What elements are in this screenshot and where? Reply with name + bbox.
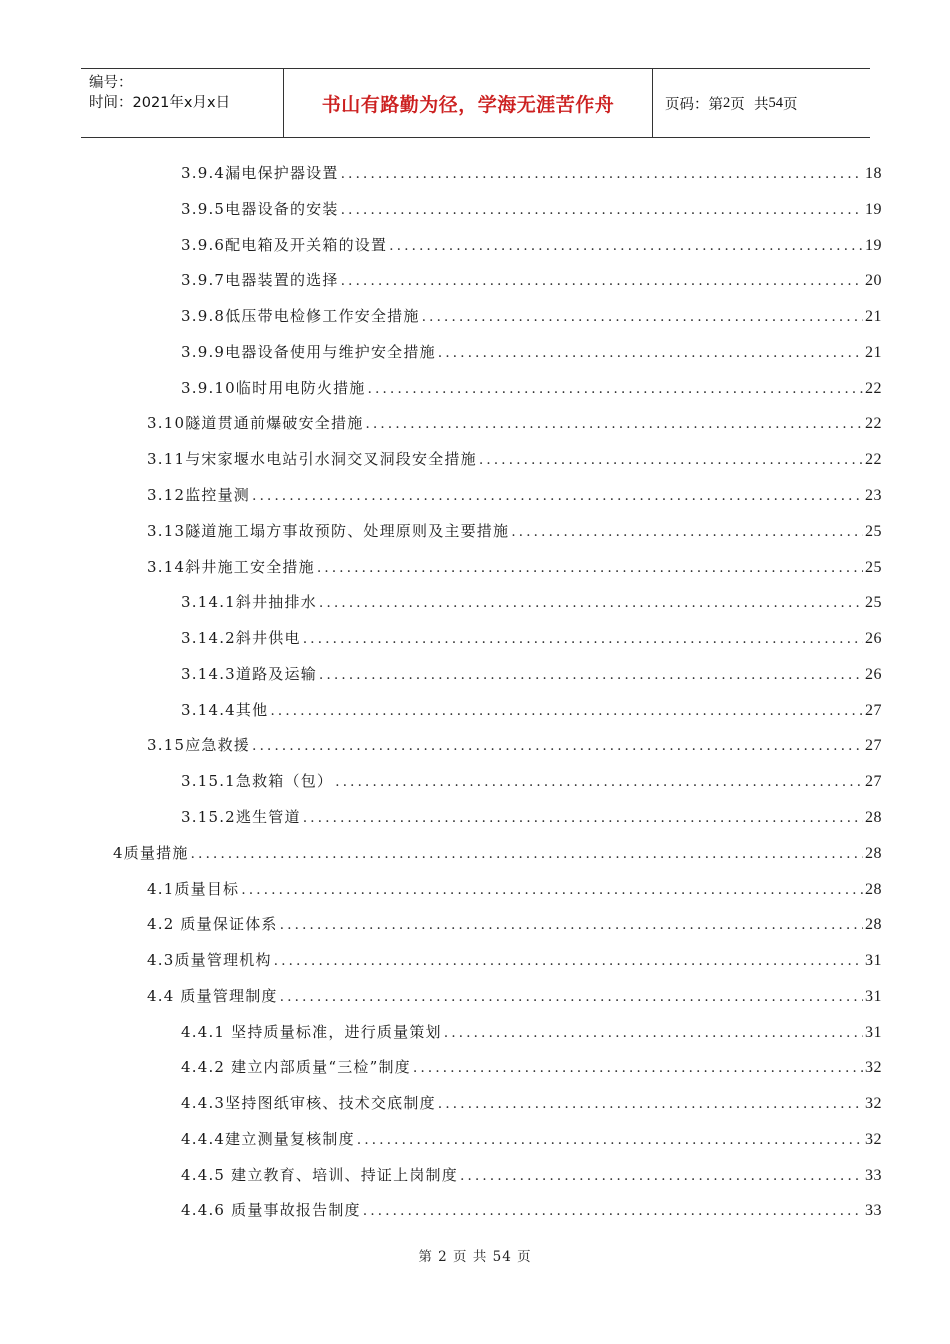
toc-entry-label: 3.9.7电器装置的选择 [181,271,339,289]
toc-entry-page: 21 [865,344,882,361]
toc-entry[interactable] [181,376,882,400]
toc-leader [438,341,863,365]
toc-entry[interactable] [147,877,882,901]
toc-entry-page: 31 [865,988,882,1005]
toc-entry[interactable] [147,948,882,972]
toc-entry-page: 26 [865,666,882,683]
toc-entry[interactable] [181,304,882,328]
toc-entry[interactable] [181,662,882,686]
toc-entry[interactable] [181,161,882,185]
toc-entry[interactable] [181,698,882,722]
toc-entry[interactable] [147,555,882,579]
page-prefix: 页码：第 [665,96,723,113]
toc-leader [341,198,863,222]
toc-entry[interactable] [181,805,882,829]
toc-entry-label: 3.9.6配电箱及开关箱的设置 [181,236,388,254]
toc-entry-label: 4.4.2 建立内部质量“三检”制度 [181,1058,411,1076]
toc-entry-label: 3.14斜井施工安全措施 [147,558,315,576]
toc-leader [270,699,863,723]
toc-entry[interactable] [181,769,882,793]
toc-entry-label: 4.4.3坚持图纸审核、技术交底制度 [181,1094,436,1112]
toc-leader [252,734,863,758]
toc-entry-page: 25 [865,559,882,576]
toc-leader [303,627,863,651]
toc-leader [319,663,863,687]
toc-entry[interactable] [147,733,882,757]
toc-entry[interactable] [147,519,882,543]
toc-entry-label: 3.14.4其他 [181,701,269,719]
page-suffix: 页 [782,96,798,113]
toc-entry-page: 27 [865,737,882,754]
toc-leader [438,1092,863,1116]
page-current: 2 [723,94,731,111]
toc-leader [252,484,863,508]
page-total: 54 [768,94,783,111]
toc-leader [357,1128,863,1152]
toc-leader [335,770,863,794]
toc-entry[interactable] [113,841,882,865]
toc-leader [368,377,863,401]
toc-leader [511,520,863,544]
toc-leader [389,234,863,258]
toc-entry[interactable] [147,411,882,435]
toc-leader [479,448,863,472]
toc-entry-label: 3.9.8低压带电检修工作安全措施 [181,307,420,325]
toc-entry-page: 28 [865,845,882,862]
toc-leader [363,1199,863,1223]
toc-leader [422,305,863,329]
toc-leader [341,162,863,186]
toc-entry-page: 21 [865,308,882,325]
toc-entry[interactable] [181,197,882,221]
toc-leader [341,269,863,293]
toc-leader [319,591,863,615]
toc-entry-label: 4.4.6 质量事故报告制度 [181,1201,361,1219]
toc-entry-page: 26 [865,630,882,647]
toc-entry-label: 4.4 质量管理制度 [147,987,278,1005]
toc-entry-page: 31 [865,952,882,969]
doc-date: 时间：2021年x月x日 [89,95,231,111]
toc-entry-page: 32 [865,1095,882,1112]
toc-entry-page: 28 [865,881,882,898]
toc-entry-label: 4.3质量管理机构 [147,951,272,969]
toc-leader [460,1164,863,1188]
toc-entry-page: 32 [865,1059,882,1076]
header-divider [652,69,653,137]
toc-entry-page: 27 [865,702,882,719]
toc-entry-page: 25 [865,594,882,611]
toc-entry-page: 25 [865,523,882,540]
toc-entry[interactable] [181,1198,882,1222]
toc-entry-label: 3.14.1斜井抽排水 [181,593,317,611]
toc-entry-page: 19 [865,237,882,254]
header-page-info [665,69,797,137]
doc-number-label: 编号： [89,75,133,91]
toc-entry-page: 33 [865,1167,882,1184]
toc-entry-page: 28 [865,809,882,826]
toc-entry-label: 3.11与宋家堰水电站引水洞交叉洞段安全措施 [147,450,477,468]
page-header [81,68,870,138]
toc-entry[interactable] [181,1020,882,1044]
toc-entry-label: 3.15应急救援 [147,736,250,754]
toc-leader [444,1021,863,1045]
toc-entry-label: 3.14.2斜井供电 [181,629,301,647]
toc-leader [365,412,863,436]
toc-entry[interactable] [147,447,882,471]
toc-entry[interactable] [147,984,882,1008]
toc-leader [274,949,863,973]
toc-entry-label: 4.2 质量保证体系 [147,915,278,933]
toc-entry-label: 4.4.5 建立教育、培训、持证上岗制度 [181,1166,458,1184]
header-motto: 书山有路勤为径，学海无涯苦作舟 [321,93,615,116]
toc-entry-label: 3.14.3道路及运输 [181,665,317,683]
toc-entry-page: 19 [865,201,882,218]
toc-entry-label: 3.13隧道施工塌方事故预防、处理原则及主要措施 [147,522,510,540]
header-meta [89,73,230,113]
toc-entry-label: 4.1质量目标 [147,880,240,898]
toc-entry-label: 3.9.10临时用电防火措施 [181,379,366,397]
toc-leader [280,985,863,1009]
toc-entry[interactable] [181,268,882,292]
toc-entry-label: 3.15.2逃生管道 [181,808,301,826]
toc-entry-page: 22 [865,380,882,397]
toc-entry-page: 33 [865,1202,882,1219]
toc-leader [191,842,863,866]
toc-entry[interactable] [181,1091,882,1115]
toc-entry-label: 3.9.9电器设备使用与维护安全措施 [181,343,436,361]
toc-entry-label: 4.4.1 坚持质量标准，进行质量策划 [181,1023,442,1041]
toc-entry-page: 23 [865,487,882,504]
toc-entry-label: 3.10隧道贯通前爆破安全措施 [147,414,364,432]
toc-entry-page: 31 [865,1024,882,1041]
toc-entry-label: 4.4.4建立测量复核制度 [181,1130,355,1148]
toc-entry[interactable] [181,233,882,257]
toc-leader [280,913,863,937]
page-footer: 第 2 页 共 54 页 [418,1249,532,1265]
toc-entry-label: 4质量措施 [113,844,189,862]
toc-entry-page: 27 [865,773,882,790]
toc-entry-page: 28 [865,916,882,933]
toc-entry-label: 3.9.4漏电保护器设置 [181,164,339,182]
toc-entry[interactable] [181,1127,882,1151]
toc-entry-label: 3.9.5电器设备的安装 [181,200,339,218]
toc-entry-label: 3.12监控量测 [147,486,250,504]
toc-entry-page: 18 [865,165,882,182]
toc-entry[interactable] [181,1055,882,1079]
toc-entry[interactable] [147,483,882,507]
toc-leader [303,806,863,830]
toc-leader [317,556,863,580]
toc-entry[interactable] [181,1163,882,1187]
toc-entry[interactable] [181,590,882,614]
toc-entry-page: 22 [865,451,882,468]
toc-leader [413,1056,863,1080]
toc-entry[interactable] [181,340,882,364]
toc-entry-page: 20 [865,272,882,289]
toc-entry[interactable] [181,626,882,650]
page-mid: 页 共 [730,96,769,113]
toc-entry[interactable] [147,912,882,936]
toc-entry-page: 22 [865,415,882,432]
toc-entry-label: 3.15.1急救箱（包） [181,772,334,790]
toc-entry-page: 32 [865,1131,882,1148]
toc-leader [241,878,863,902]
